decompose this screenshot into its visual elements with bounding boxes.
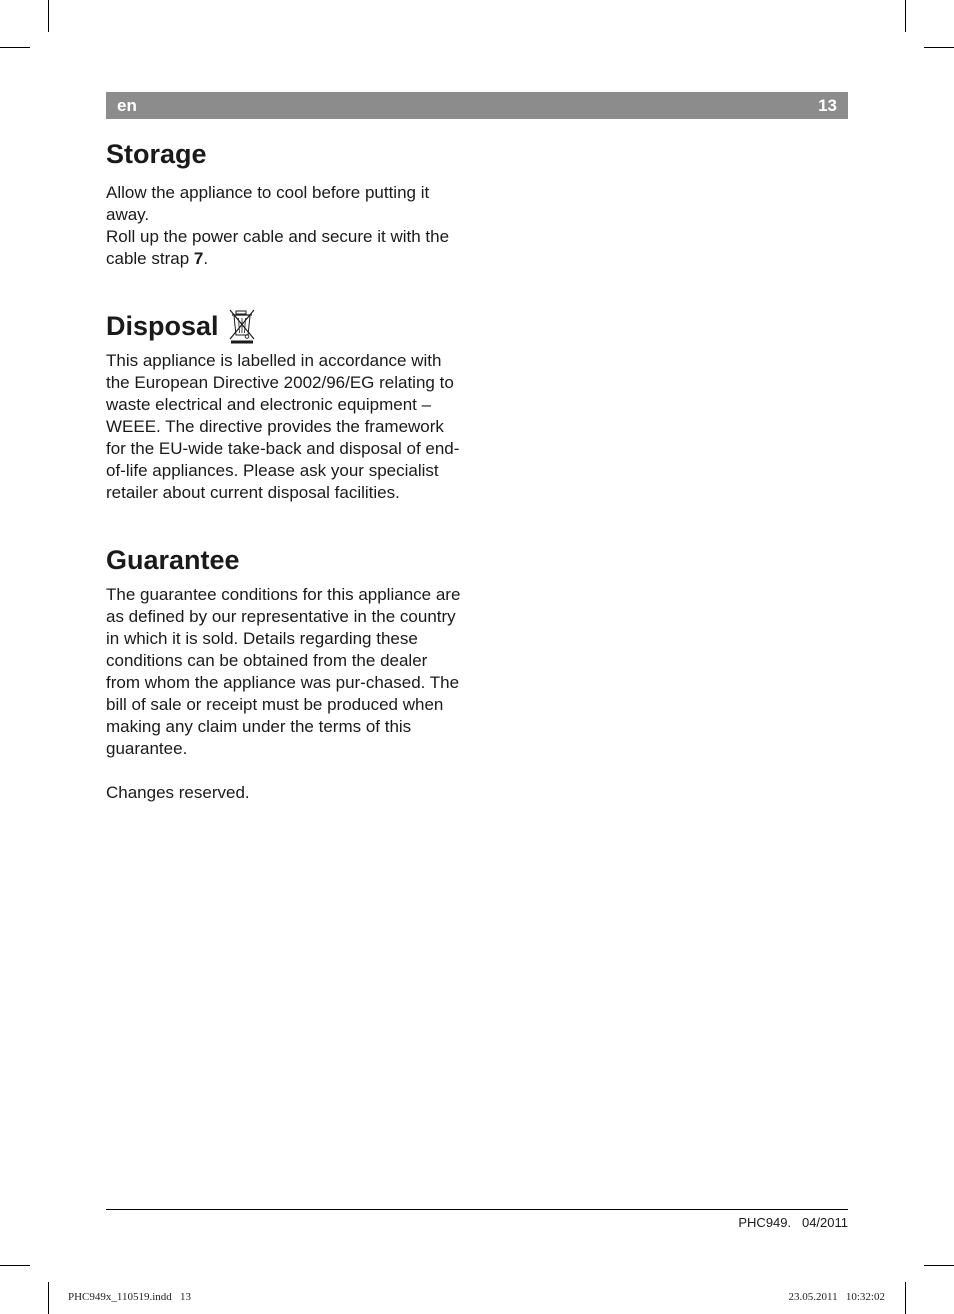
main-column	[106, 136, 466, 804]
crop-mark	[0, 1265, 30, 1266]
language-label: en	[117, 96, 137, 115]
storage-paragraph-1: Allow the appliance to cool before putting it away.	[106, 183, 430, 224]
crop-mark	[905, 0, 906, 32]
part-number: 7	[193, 249, 204, 268]
crop-mark	[48, 1282, 49, 1314]
storage-text-end: .	[203, 249, 209, 268]
crop-mark	[924, 47, 954, 48]
crop-mark	[924, 1265, 954, 1266]
crop-mark	[0, 47, 30, 48]
disposal-paragraph: This appliance is labelled in accordance with the European Directive 2002/96/EG relating to waste electrical and electronic equipment – WEEE. The directive provides the framework for the EU-wide take-back and disposal of end-of-life appliances. Please ask your specialist retailer about current disposal facilities.	[106, 351, 460, 502]
print-slug-file: PHC949x_110519.indd 13	[68, 1291, 192, 1303]
storage-heading: Storage	[106, 139, 207, 169]
disposal-title: Disposal	[106, 311, 219, 341]
changes-reserved-note: Changes reserved.	[106, 783, 250, 802]
storage-text: Roll up the power cable and secure it with the cable strap	[106, 227, 450, 268]
guarantee-paragraph: The guarantee conditions for this appliance are as defined by our representative in the country in which it is sold. Details regarding these conditions can be obtained from the dealer from whom the appliance was pur-chased. The bill of sale or receipt must be produced when making any claim under the terms of this guarantee.	[106, 585, 461, 758]
page-number: 13	[818, 96, 837, 115]
crossed-out-wheelie-bin-icon	[228, 308, 256, 344]
disposal-heading	[106, 308, 466, 344]
footer-reference: PHC949. 04/2011	[738, 1215, 848, 1230]
footer-divider	[106, 1209, 848, 1210]
storage-paragraph-2	[106, 226, 466, 270]
page-header-bar	[106, 92, 848, 119]
guarantee-heading: Guarantee	[106, 545, 240, 575]
crop-mark	[905, 1282, 906, 1314]
print-slug-date: 23.05.2011 10:32:02	[788, 1291, 885, 1303]
crop-mark	[48, 0, 49, 32]
